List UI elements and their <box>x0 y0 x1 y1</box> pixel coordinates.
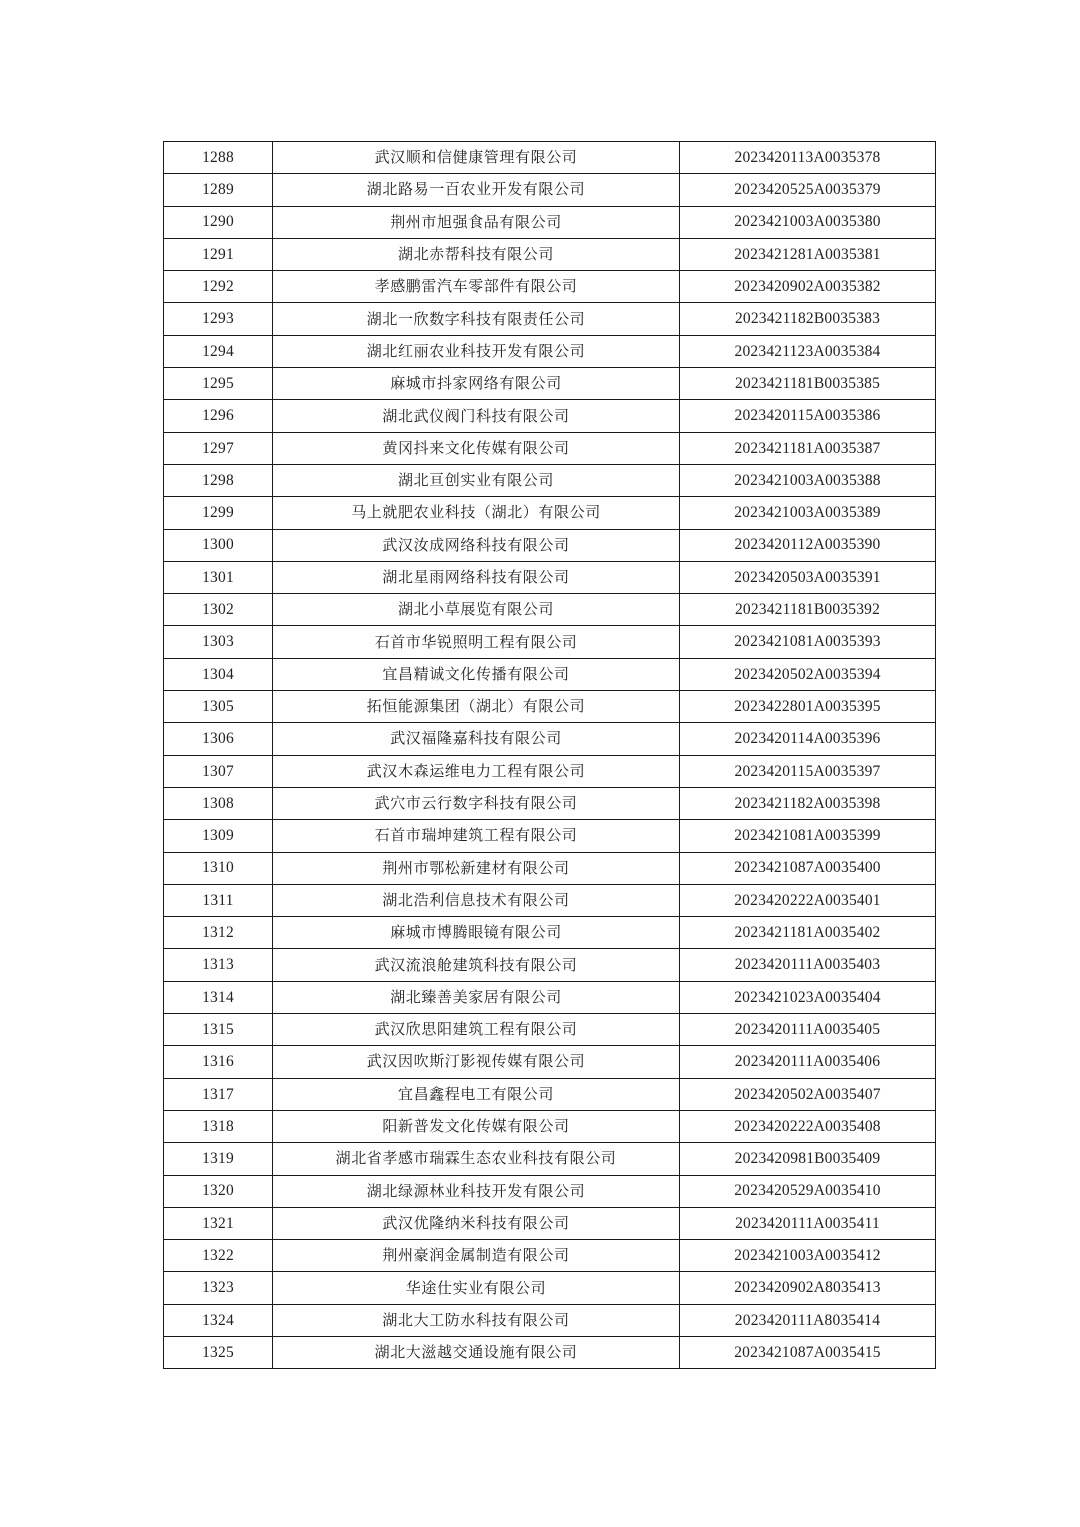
table-row <box>164 787 936 819</box>
company-name: 武汉福隆嘉科技有限公司 <box>273 723 680 755</box>
registration-code: 2023420529A0035410 <box>680 1175 936 1207</box>
company-name: 湖北亘创实业有限公司 <box>273 464 680 496</box>
row-number: 1307 <box>164 755 273 787</box>
row-number: 1297 <box>164 432 273 464</box>
row-number: 1324 <box>164 1304 273 1336</box>
company-name: 湖北大滋越交通设施有限公司 <box>273 1336 680 1368</box>
row-number: 1296 <box>164 400 273 432</box>
table-row <box>164 497 936 529</box>
registration-code: 2023421003A0035388 <box>680 464 936 496</box>
company-name: 武汉流浪舱建筑科技有限公司 <box>273 949 680 981</box>
row-number: 1325 <box>164 1336 273 1368</box>
row-number: 1310 <box>164 852 273 884</box>
company-name: 孝感鹏雷汽车零部件有限公司 <box>273 271 680 303</box>
table-row <box>164 820 936 852</box>
row-number: 1322 <box>164 1240 273 1272</box>
table-row <box>164 206 936 238</box>
table-row <box>164 238 936 270</box>
table-row <box>164 1336 936 1368</box>
row-number: 1294 <box>164 335 273 367</box>
registration-code: 2023420115A0035386 <box>680 400 936 432</box>
row-number: 1315 <box>164 1014 273 1046</box>
row-number: 1309 <box>164 820 273 852</box>
registration-code: 2023420112A0035390 <box>680 529 936 561</box>
registration-code: 2023420111A0035406 <box>680 1046 936 1078</box>
table-row <box>164 1272 936 1304</box>
table-row <box>164 723 936 755</box>
table-row <box>164 917 936 949</box>
registration-code: 2023420502A0035407 <box>680 1078 936 1110</box>
company-name: 武汉木森运维电力工程有限公司 <box>273 755 680 787</box>
registration-code: 2023421003A0035389 <box>680 497 936 529</box>
row-number: 1317 <box>164 1078 273 1110</box>
company-name: 宜昌精诚文化传播有限公司 <box>273 658 680 690</box>
table-row <box>164 626 936 658</box>
registration-code: 2023421087A0035400 <box>680 852 936 884</box>
table-row <box>164 1110 936 1142</box>
row-number: 1323 <box>164 1272 273 1304</box>
registration-code: 2023421181A0035402 <box>680 917 936 949</box>
company-name: 宜昌鑫程电工有限公司 <box>273 1078 680 1110</box>
registration-code: 2023420902A0035382 <box>680 271 936 303</box>
row-number: 1304 <box>164 658 273 690</box>
registration-code: 2023420113A0035378 <box>680 142 936 174</box>
registration-code: 2023421281A0035381 <box>680 238 936 270</box>
table-row <box>164 303 936 335</box>
company-name: 荆州市鄂松新建材有限公司 <box>273 852 680 884</box>
table-row <box>164 1240 936 1272</box>
row-number: 1318 <box>164 1110 273 1142</box>
registration-code: 2023421003A0035412 <box>680 1240 936 1272</box>
company-name: 武汉汝成网络科技有限公司 <box>273 529 680 561</box>
table-row <box>164 1304 936 1336</box>
registration-code: 2023421182A0035398 <box>680 787 936 819</box>
row-number: 1321 <box>164 1207 273 1239</box>
row-number: 1313 <box>164 949 273 981</box>
row-number: 1295 <box>164 368 273 400</box>
registration-code: 2023421181B0035385 <box>680 368 936 400</box>
company-list-table <box>163 141 936 1369</box>
row-number: 1299 <box>164 497 273 529</box>
company-name: 石首市瑞坤建筑工程有限公司 <box>273 820 680 852</box>
company-name: 湖北星雨网络科技有限公司 <box>273 561 680 593</box>
table-row <box>164 368 936 400</box>
row-number: 1301 <box>164 561 273 593</box>
company-name: 麻城市抖家网络有限公司 <box>273 368 680 400</box>
registration-code: 2023420111A8035414 <box>680 1304 936 1336</box>
row-number: 1302 <box>164 594 273 626</box>
company-name: 湖北浩利信息技术有限公司 <box>273 884 680 916</box>
company-name: 湖北红丽农业科技开发有限公司 <box>273 335 680 367</box>
row-number: 1292 <box>164 271 273 303</box>
row-number: 1288 <box>164 142 273 174</box>
registration-code: 2023420222A0035408 <box>680 1110 936 1142</box>
registration-code: 2023421087A0035415 <box>680 1336 936 1368</box>
table-row <box>164 335 936 367</box>
table-row <box>164 1046 936 1078</box>
table-row <box>164 271 936 303</box>
registration-code: 2023421181A0035387 <box>680 432 936 464</box>
registration-code: 2023421081A0035393 <box>680 626 936 658</box>
company-name: 武穴市云行数字科技有限公司 <box>273 787 680 819</box>
row-number: 1311 <box>164 884 273 916</box>
company-name: 武汉欣思阳建筑工程有限公司 <box>273 1014 680 1046</box>
table-row <box>164 594 936 626</box>
company-name: 黄冈抖来文化传媒有限公司 <box>273 432 680 464</box>
registration-code: 2023420981B0035409 <box>680 1143 936 1175</box>
registration-code: 2023420111A0035405 <box>680 1014 936 1046</box>
table-row <box>164 142 936 174</box>
company-name: 武汉优隆纳米科技有限公司 <box>273 1207 680 1239</box>
table-row <box>164 691 936 723</box>
row-number: 1293 <box>164 303 273 335</box>
registration-code: 2023421081A0035399 <box>680 820 936 852</box>
row-number: 1298 <box>164 464 273 496</box>
table-row <box>164 949 936 981</box>
row-number: 1305 <box>164 691 273 723</box>
table-row <box>164 1078 936 1110</box>
company-name: 湖北赤帮科技有限公司 <box>273 238 680 270</box>
company-name: 湖北小草展览有限公司 <box>273 594 680 626</box>
company-name: 湖北武仪阀门科技有限公司 <box>273 400 680 432</box>
registration-code: 2023420115A0035397 <box>680 755 936 787</box>
registration-code: 2023420503A0035391 <box>680 561 936 593</box>
row-number: 1306 <box>164 723 273 755</box>
company-name: 马上就肥农业科技（湖北）有限公司 <box>273 497 680 529</box>
table-row <box>164 1014 936 1046</box>
registration-code: 2023421181B0035392 <box>680 594 936 626</box>
row-number: 1300 <box>164 529 273 561</box>
table-row <box>164 561 936 593</box>
company-name: 石首市华锐照明工程有限公司 <box>273 626 680 658</box>
row-number: 1291 <box>164 238 273 270</box>
table-row <box>164 529 936 561</box>
registration-code: 2023420525A0035379 <box>680 174 936 206</box>
registration-code: 2023421003A0035380 <box>680 206 936 238</box>
row-number: 1314 <box>164 981 273 1013</box>
table-row <box>164 981 936 1013</box>
company-name: 麻城市博腾眼镜有限公司 <box>273 917 680 949</box>
company-name: 阳新普发文化传媒有限公司 <box>273 1110 680 1142</box>
table-row <box>164 884 936 916</box>
table-row <box>164 1143 936 1175</box>
company-name: 武汉因吹斯汀影视传媒有限公司 <box>273 1046 680 1078</box>
registration-code: 2023420111A0035403 <box>680 949 936 981</box>
company-name: 武汉顺和信健康管理有限公司 <box>273 142 680 174</box>
row-number: 1316 <box>164 1046 273 1078</box>
row-number: 1320 <box>164 1175 273 1207</box>
table-row <box>164 658 936 690</box>
company-name: 荆州豪润金属制造有限公司 <box>273 1240 680 1272</box>
row-number: 1303 <box>164 626 273 658</box>
table-row <box>164 432 936 464</box>
company-name: 华途仕实业有限公司 <box>273 1272 680 1304</box>
company-name: 湖北一欣数字科技有限责任公司 <box>273 303 680 335</box>
table-row <box>164 755 936 787</box>
row-number: 1308 <box>164 787 273 819</box>
table-row <box>164 464 936 496</box>
company-name: 湖北绿源林业科技开发有限公司 <box>273 1175 680 1207</box>
registration-code: 2023420902A8035413 <box>680 1272 936 1304</box>
table-row <box>164 174 936 206</box>
company-name: 湖北臻善美家居有限公司 <box>273 981 680 1013</box>
row-number: 1289 <box>164 174 273 206</box>
registration-code: 2023421182B0035383 <box>680 303 936 335</box>
company-name: 湖北省孝感市瑞霖生态农业科技有限公司 <box>273 1143 680 1175</box>
company-name: 荆州市旭强食品有限公司 <box>273 206 680 238</box>
table-row <box>164 1207 936 1239</box>
row-number: 1312 <box>164 917 273 949</box>
table-body <box>164 142 936 1369</box>
company-name: 湖北路易一百农业开发有限公司 <box>273 174 680 206</box>
registration-code: 2023420502A0035394 <box>680 658 936 690</box>
table-row <box>164 1175 936 1207</box>
registration-code: 2023422801A0035395 <box>680 691 936 723</box>
row-number: 1290 <box>164 206 273 238</box>
registration-code: 2023420114A0035396 <box>680 723 936 755</box>
registration-code: 2023420111A0035411 <box>680 1207 936 1239</box>
registration-code: 2023421023A0035404 <box>680 981 936 1013</box>
company-name: 拓恒能源集团（湖北）有限公司 <box>273 691 680 723</box>
company-name: 湖北大工防水科技有限公司 <box>273 1304 680 1336</box>
registration-code: 2023420222A0035401 <box>680 884 936 916</box>
registration-code: 2023421123A0035384 <box>680 335 936 367</box>
table-row <box>164 400 936 432</box>
row-number: 1319 <box>164 1143 273 1175</box>
table-row <box>164 852 936 884</box>
